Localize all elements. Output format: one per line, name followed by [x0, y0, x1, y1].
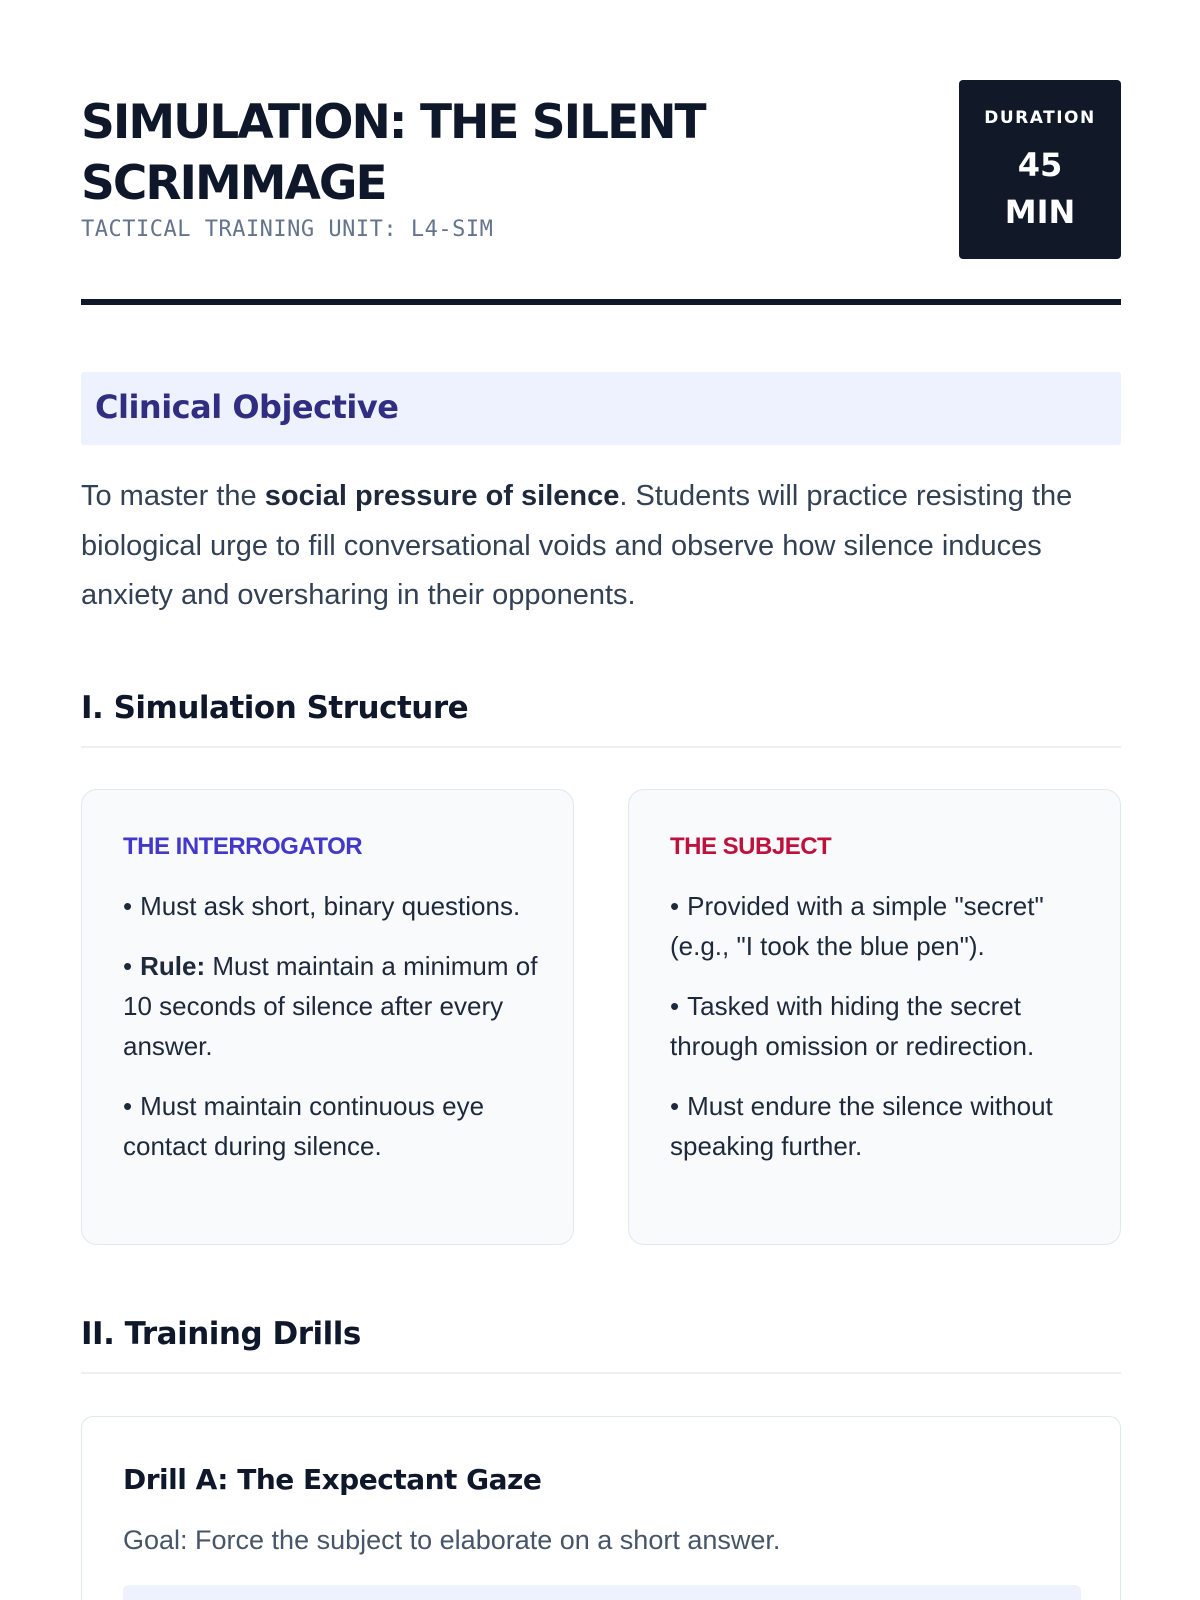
unit-code: TACTICAL TRAINING UNIT: L4-SIM [81, 217, 494, 242]
bullet-icon: • [123, 1091, 133, 1121]
section-heading-drills: II. Training Drills [81, 1316, 361, 1352]
bullet-icon: • [670, 991, 680, 1021]
section-divider [81, 746, 1121, 748]
header-divider [81, 299, 1121, 305]
rule-text: Must maintain continuous eye contact during silence. [123, 1091, 485, 1161]
bullet-icon: • [670, 891, 680, 921]
objective-heading-box [81, 372, 1121, 445]
bullet-icon: • [670, 1091, 680, 1121]
objective-text [81, 472, 1121, 621]
role-rule-item [123, 1086, 543, 1166]
role-rules-list [670, 886, 1090, 1186]
page-title: SIMULATION: THE SILENT SCRIMMAGE [81, 95, 705, 211]
role-rules-list [123, 886, 543, 1186]
duration-badge [959, 80, 1121, 259]
drill-detail-box [123, 1585, 1081, 1600]
rule-emphasis: Rule: [140, 951, 206, 981]
rule-text: Must endure the silence without speaking further. [670, 1091, 1053, 1161]
duration-number: 45 [1017, 146, 1063, 184]
drill-title: Drill A: The Expectant Gaze [123, 1463, 542, 1496]
drill-goal: Goal: Force the subject to elaborate on a short answer. [123, 1525, 781, 1555]
role-rule-item [123, 946, 543, 1066]
bullet-icon: • [123, 891, 133, 921]
objective-text-start: To master the [81, 480, 265, 512]
objective-text-end: . Students will practice resisting the biological urge to fill conversational voids and observe how silence induces anxiety and oversharing in their opponents. [81, 480, 1073, 611]
page-header [81, 80, 1121, 305]
role-card-subject [628, 789, 1121, 1245]
role-rule-item [670, 886, 1090, 966]
rule-text: Provided with a simple "secret" (e.g., "I took the blue pen"). [670, 891, 1044, 961]
rule-text: Must ask short, binary questions. [140, 891, 521, 921]
section-heading-structure: I. Simulation Structure [81, 690, 469, 726]
duration-value [959, 142, 1121, 236]
role-rule-item [670, 986, 1090, 1066]
objective-text-emphasis: social pressure of silence [264, 480, 620, 512]
role-label: THE SUBJECT [670, 833, 832, 860]
role-label: THE INTERROGATOR [123, 833, 363, 860]
role-card-interrogator [81, 789, 574, 1245]
duration-label: DURATION [984, 108, 1096, 128]
bullet-icon: • [123, 951, 133, 981]
drill-card [81, 1416, 1121, 1600]
duration-unit: MIN [1004, 193, 1076, 231]
rule-text: Must maintain a minimum of 10 seconds of silence after every answer. [123, 951, 538, 1061]
rule-text: Tasked with hiding the secret through omission or redirection. [670, 991, 1035, 1061]
objective-heading: Clinical Objective [95, 388, 399, 426]
role-rule-item [123, 886, 543, 926]
role-rule-item [670, 1086, 1090, 1166]
section-divider [81, 1372, 1121, 1374]
